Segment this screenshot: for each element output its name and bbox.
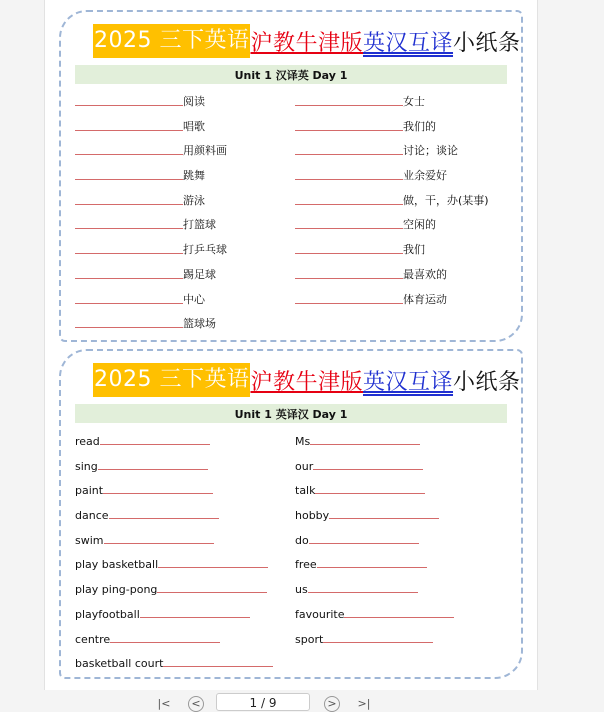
exercise-item <box>295 629 433 646</box>
prompt-word: 打乒乓球 <box>183 243 227 257</box>
exercise-item <box>75 629 220 646</box>
worksheet-title <box>93 24 521 58</box>
exercise-item <box>75 240 227 257</box>
exercise-item <box>295 117 436 134</box>
exercise-item <box>75 314 216 331</box>
answer-blank[interactable] <box>295 129 403 131</box>
exercise-row <box>75 480 507 505</box>
prompt-word: swim <box>75 533 104 547</box>
title-part-edition: 沪教牛津版 <box>250 369 363 395</box>
answer-blank[interactable] <box>329 517 439 519</box>
answer-blank[interactable] <box>315 492 425 494</box>
answer-blank[interactable] <box>344 616 454 618</box>
answer-blank[interactable] <box>295 252 403 254</box>
exercise-item <box>295 191 489 208</box>
prompt-word: basketball court <box>75 657 164 671</box>
exercise-row <box>75 314 507 339</box>
prompt-word: 讨论；谈论 <box>403 144 458 158</box>
answer-blank[interactable] <box>157 591 267 593</box>
prompt-word: free <box>295 558 317 572</box>
answer-blank[interactable] <box>309 542 419 544</box>
answer-blank[interactable] <box>75 326 183 328</box>
exercise-item <box>75 505 219 522</box>
answer-blank[interactable] <box>295 203 403 205</box>
exercise-item <box>295 290 447 307</box>
title-part-type: 英汉互译 <box>363 369 454 395</box>
exercise-item <box>75 604 250 621</box>
prompt-word: hobby <box>295 509 330 523</box>
exercise-item <box>295 265 447 282</box>
answer-blank[interactable] <box>104 542 214 544</box>
exercise-item <box>295 530 419 547</box>
exercise-row <box>75 141 507 166</box>
page-navigation <box>0 690 604 709</box>
exercise-item <box>75 141 227 158</box>
exercise-row <box>75 653 507 678</box>
exercise-item <box>295 554 427 571</box>
prompt-word: 做，干，办(某事) <box>403 193 489 207</box>
prompt-word: our <box>295 459 314 473</box>
prompt-word: 阅读 <box>183 95 205 108</box>
answer-blank[interactable] <box>75 227 183 229</box>
answer-blank[interactable] <box>163 665 273 667</box>
answer-blank[interactable] <box>317 566 427 568</box>
exercise-item <box>295 480 425 497</box>
title-part-year: 2025 三下英语 <box>93 24 250 58</box>
exercise-row <box>75 579 507 604</box>
answer-blank[interactable] <box>75 153 183 155</box>
prompt-word: 中心 <box>183 292 205 306</box>
exercise-row <box>75 117 507 142</box>
exercise-row <box>75 629 507 654</box>
exercise-item <box>295 240 425 257</box>
prompt-word: playfootball <box>75 607 140 621</box>
exercise-row <box>75 604 507 629</box>
page-indicator[interactable]: 1 / 9 <box>216 693 310 711</box>
answer-blank[interactable] <box>295 227 403 229</box>
answer-blank[interactable] <box>295 104 403 106</box>
unit-band: Unit 1 汉译英 Day 1 <box>75 65 507 84</box>
exercise-item <box>75 431 210 448</box>
answer-blank[interactable] <box>103 492 213 494</box>
answer-blank[interactable] <box>158 566 268 568</box>
prompt-word: 唱歌 <box>183 119 205 133</box>
prompt-word: centre <box>75 632 111 646</box>
prompt-word: us <box>295 583 308 597</box>
prompt-word: 跳舞 <box>183 169 205 183</box>
prompt-word: 体育运动 <box>403 292 447 306</box>
last-page-button[interactable]: >| <box>357 697 371 710</box>
answer-blank[interactable] <box>75 178 183 180</box>
answer-blank[interactable] <box>109 517 219 519</box>
exercise-row <box>75 530 507 555</box>
answer-blank[interactable] <box>295 302 403 304</box>
answer-blank[interactable] <box>75 277 183 279</box>
prompt-word: 打篮球 <box>183 218 216 232</box>
exercise-item <box>295 579 418 596</box>
title-part-type: 英汉互译 <box>363 30 454 56</box>
prev-page-button[interactable]: < <box>188 696 204 712</box>
prompt-word: 最喜欢的 <box>403 267 447 281</box>
worksheet-card-cn-to-en <box>59 10 523 342</box>
exercise-item <box>295 141 458 158</box>
exercise-row <box>75 92 507 117</box>
exercise-item <box>75 191 205 208</box>
prompt-word: 空闲的 <box>403 218 436 232</box>
answer-blank[interactable] <box>295 178 403 180</box>
exercise-row <box>75 456 507 481</box>
prompt-word: talk <box>295 484 316 498</box>
prompt-word: favourite <box>295 607 345 621</box>
answer-blank[interactable] <box>308 591 418 593</box>
exercise-item <box>75 290 205 307</box>
exercise-item <box>295 604 454 621</box>
prompt-word: 踢足球 <box>183 267 216 281</box>
prompt-word: paint <box>75 484 104 498</box>
exercise-item <box>75 265 216 282</box>
exercise-row <box>75 215 507 240</box>
exercise-item <box>75 92 205 109</box>
exercise-row <box>75 265 507 290</box>
unit-band: Unit 1 英译汉 Day 1 <box>75 404 507 423</box>
prompt-word: play basketball <box>75 558 159 572</box>
exercise-item <box>75 530 214 547</box>
exercise-row <box>75 166 507 191</box>
exercise-item <box>75 579 267 596</box>
prompt-word: read <box>75 435 100 448</box>
answer-blank[interactable] <box>295 277 403 279</box>
answer-blank[interactable] <box>98 468 208 470</box>
exercise-row <box>75 240 507 265</box>
prompt-word: 我们 <box>403 243 425 257</box>
answer-blank[interactable] <box>75 252 183 254</box>
prompt-word: 我们的 <box>403 119 436 133</box>
answer-blank[interactable] <box>313 468 423 470</box>
exercise-row <box>75 505 507 530</box>
exercise-row <box>75 191 507 216</box>
exercise-rows <box>75 92 507 339</box>
exercise-row <box>75 431 507 456</box>
exercise-item <box>75 554 268 571</box>
prompt-word: sing <box>75 459 98 473</box>
prompt-word: 业余爱好 <box>403 169 447 183</box>
answer-blank[interactable] <box>75 129 183 131</box>
answer-blank[interactable] <box>75 302 183 304</box>
exercise-item <box>75 215 216 232</box>
exercise-item <box>75 117 205 134</box>
answer-blank[interactable] <box>100 443 210 445</box>
exercise-item <box>295 431 420 448</box>
answer-blank[interactable] <box>75 104 183 106</box>
exercise-item <box>75 480 213 497</box>
prompt-word: sport <box>295 632 324 646</box>
prompt-word: play ping-pong <box>75 583 158 597</box>
exercise-row <box>75 290 507 315</box>
exercise-row <box>75 554 507 579</box>
title-part-note: 小纸条 <box>453 30 521 56</box>
answer-blank[interactable] <box>75 203 183 205</box>
prompt-word: do <box>295 533 309 547</box>
answer-blank[interactable] <box>323 641 433 643</box>
first-page-button[interactable]: |< <box>157 697 171 710</box>
exercise-item <box>295 215 436 232</box>
worksheet-card-en-to-cn <box>59 349 523 679</box>
answer-blank[interactable] <box>310 443 420 445</box>
worksheet-title <box>93 363 521 397</box>
exercise-item <box>295 456 423 473</box>
document-page <box>44 0 538 690</box>
title-part-edition: 沪教牛津版 <box>250 30 363 56</box>
prompt-word: 用颜料画 <box>183 144 227 158</box>
exercise-item <box>75 653 273 670</box>
prompt-word: 游泳 <box>183 193 205 207</box>
exercise-item <box>75 166 205 183</box>
exercise-item <box>295 166 447 183</box>
answer-blank[interactable] <box>110 641 220 643</box>
title-part-year: 2025 三下英语 <box>93 363 250 397</box>
exercise-item <box>295 92 425 109</box>
answer-blank[interactable] <box>140 616 250 618</box>
answer-blank[interactable] <box>295 153 403 155</box>
title-part-note: 小纸条 <box>453 369 521 395</box>
exercise-item <box>295 505 439 522</box>
prompt-word: dance <box>75 509 109 523</box>
prompt-word: 女士 <box>403 95 425 108</box>
exercise-item <box>75 456 208 473</box>
prompt-word: Ms <box>295 435 311 448</box>
prompt-word: 篮球场 <box>183 317 216 331</box>
exercise-rows <box>75 431 507 678</box>
next-page-button[interactable]: > <box>324 696 340 712</box>
